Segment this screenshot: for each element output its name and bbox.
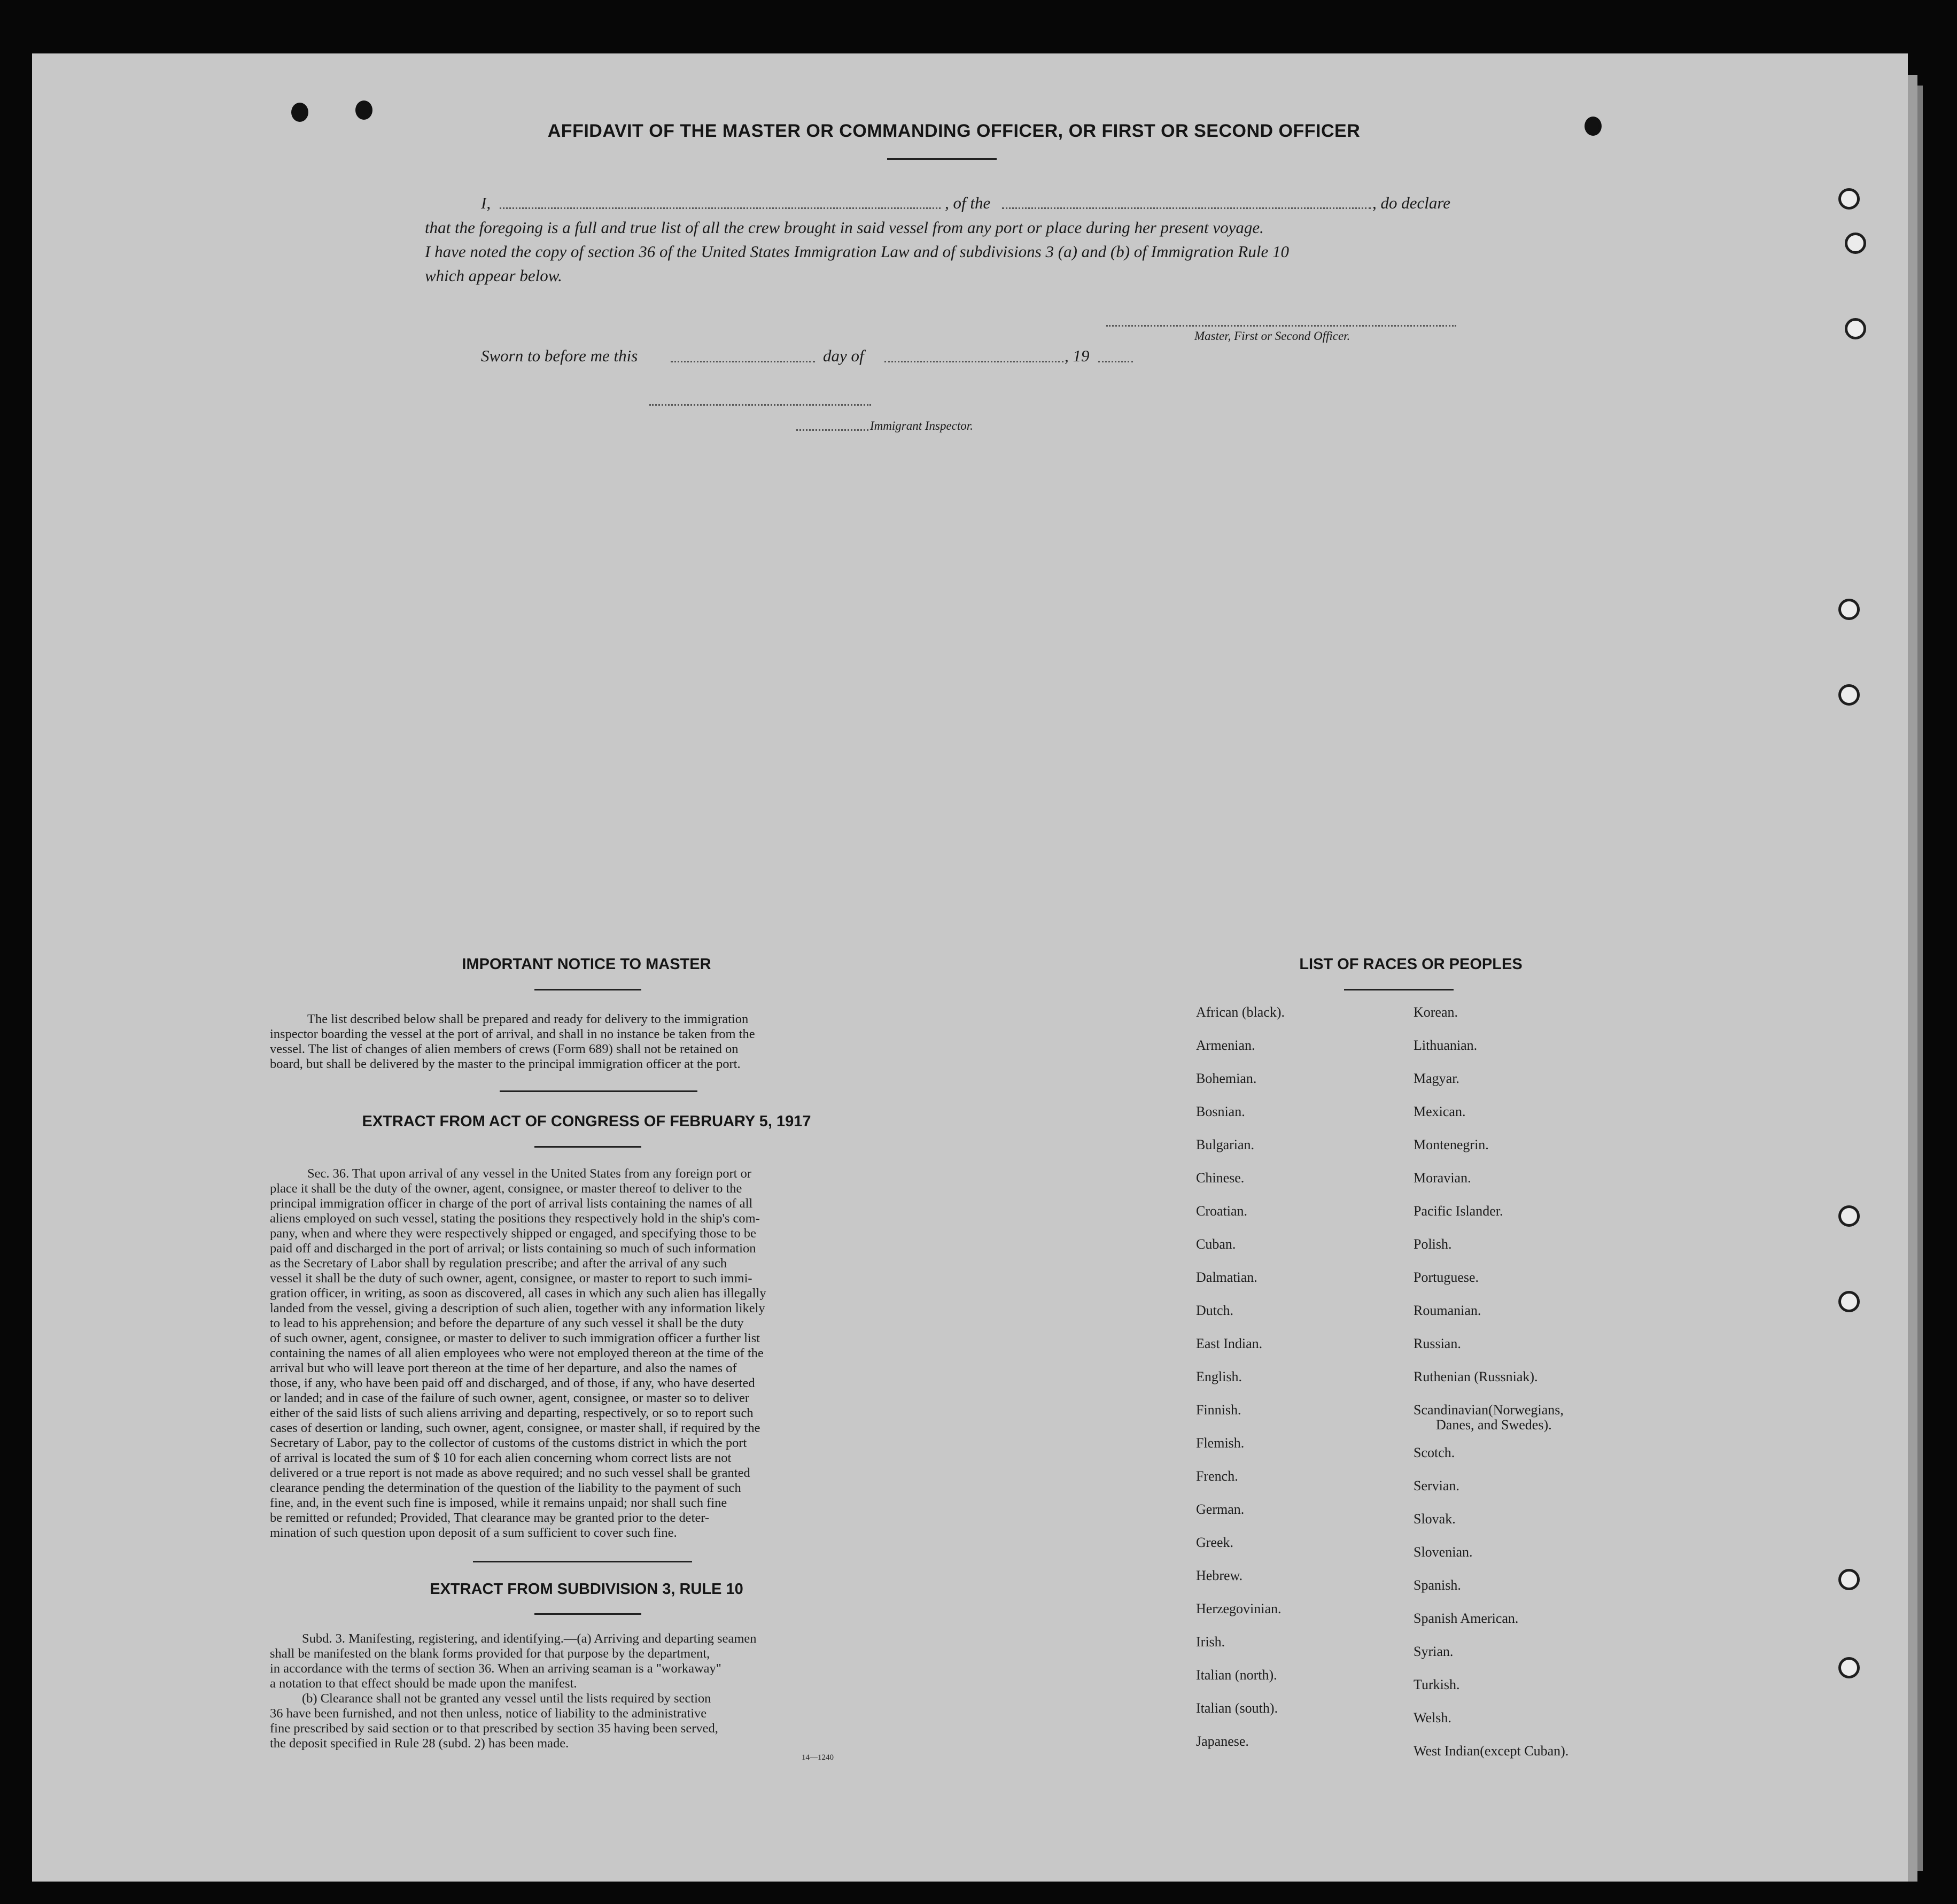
rule-10-text [270,1631,895,1751]
act-line: landed from the vessel, giving a description of such alien, together with any information likely [270,1301,765,1315]
race-item: Hebrew. [1196,1568,1243,1583]
race-item: French. [1196,1468,1238,1484]
act-line: pany, when and where they were respectively shipped or engaged, and specifying those to be [270,1226,757,1241]
inspector-caption: Immigrant Inspector. [870,419,973,432]
page-edge-shadow [1917,86,1923,1871]
notice-text [270,1012,900,1072]
rule-line: fine prescribed by said section or to that prescribed by section 35 having been served, [270,1721,718,1736]
divider [1344,989,1454,990]
punch-mark [355,100,372,120]
sworn-day-blank [671,361,815,362]
affidavit-of-the-label: , of the [945,194,991,212]
affidavit-line-4: which appear below. [425,266,562,285]
sworn-year-blank [1098,361,1133,362]
race-item: Portuguese. [1414,1270,1479,1285]
binding-hole [1838,684,1860,706]
act-line: principal immigration officer in charge of the port of arrival lists containing the names of all [270,1196,753,1211]
act-line: clearance pending the determination of the question of the liability to the payment of such [270,1481,741,1495]
race-item: Flemish. [1196,1435,1245,1451]
race-item: Korean. [1414,1004,1458,1020]
race-item: Slovak. [1414,1511,1456,1527]
divider [500,1090,697,1092]
act-line: of such owner, agent, consignee, or master to deliver to such immigration officer a further list [270,1331,760,1345]
year-label: , 19 [1065,346,1090,365]
act-line: arrival but who will leave port thereon at the time of her departure, and also the names of [270,1361,737,1375]
binding-hole [1838,1569,1860,1590]
race-item: Slovenian. [1414,1544,1473,1560]
rule-line: in accordance with the terms of section 36. When an arriving seaman is a "workaway" [270,1661,721,1676]
sworn-label: Sworn to before me this [481,346,638,365]
binding-hole [1838,599,1860,620]
race-item: Ruthenian (Russniak). [1414,1369,1538,1384]
act-line: containing the names of all alien employees who were not employed thereon at the time of the [270,1346,764,1360]
race-item: Finnish. [1196,1402,1241,1418]
race-item: Russian. [1414,1336,1461,1351]
act-line: vessel it shall be the duty of such owner, agent, consignee, or master to report to such immi- [270,1271,752,1286]
race-item: Chinese. [1196,1170,1245,1186]
race-item: Bosnian. [1196,1104,1245,1119]
race-item: Dalmatian. [1196,1270,1257,1285]
race-item: Bulgarian. [1196,1137,1255,1152]
act-line: cases of desertion or landing, such owner, agent, consignee, or master shall, if required by the [270,1421,760,1435]
act-line: or landed; and in case of the failure of such owner, agent, consignee, or master so to deliver [270,1391,750,1405]
page-edge [1908,75,1917,1882]
rule-line: the deposit specified in Rule 28 (subd. 2) has been made. [270,1736,569,1751]
race-item: Pacific Islander. [1414,1203,1503,1219]
act-line: as the Secretary of Labor shall by regulation prescribe; and after the arrival of any such [270,1256,727,1271]
divider [534,1146,641,1148]
act-line: delivered or a true report is not made as above required; and no such vessel shall be granted [270,1466,750,1480]
notice-title: IMPORTANT NOTICE TO MASTER [462,956,711,973]
act-line: aliens employed on such vessel, stating the positions they respectively hold in the ship's com- [270,1211,760,1226]
notice-line: The list described below shall be prepared and ready for delivery to the immigration [307,1012,749,1026]
act-line: mination of such question upon deposit of a sum sufficient to cover such fine. [270,1526,677,1540]
act-line: either of the said lists of such aliens arriving and departing, respectively, or so to report such [270,1406,754,1420]
binding-hole [1838,188,1860,210]
act-line: Secretary of Labor, pay to the collector of customs of the customs district in which the port [270,1436,747,1450]
act-line: gration officer, in writing, as soon as discovered, all cases in which any such alien has illegally [270,1286,766,1301]
race-item: Irish. [1196,1634,1225,1650]
act-line: place it shall be the duty of the owner, agent, consignee, or master thereof to deliver to the [270,1181,742,1196]
rule-line: (b) Clearance shall not be granted any vessel until the lists required by section [302,1691,711,1706]
rule-line: shall be manifested on the blank forms provided for that purpose by the department, [270,1646,710,1661]
race-item: Lithuanian. [1414,1038,1478,1053]
name-blank [500,207,941,209]
races-column-right [1414,1005,1568,1777]
vessel-blank [1002,207,1371,209]
divider [534,1613,641,1615]
race-item: Greek. [1196,1535,1234,1550]
affidavit-title: AFFIDAVIT OF THE MASTER OR COMMANDING OFFICER, OR FIRST OR SECOND OFFICER [547,121,1361,141]
punch-mark [291,103,308,122]
races-title: LIST OF RACES OR PEOPLES [1299,956,1523,973]
officer-signature-line [1106,325,1456,327]
race-item: Servian. [1414,1478,1459,1493]
race-item: Montenegrin. [1414,1137,1489,1152]
sworn-month-blank [884,361,1063,362]
binding-hole [1838,1205,1860,1227]
race-item: Scotch. [1414,1445,1455,1460]
race-item: Magyar. [1414,1071,1459,1086]
section-36-text [270,1166,900,1541]
notice-line: inspector boarding the vessel at the port of arrival, and shall in no instance be taken from the [270,1027,755,1041]
binding-hole [1838,1291,1860,1312]
form-number: 14—1240 [802,1753,834,1762]
race-item: English. [1196,1369,1242,1384]
act-line: be remitted or refunded; Provided, That clearance may be granted prior to the deter- [270,1511,710,1525]
affidavit-line-2: that the foregoing is a full and true list of all the crew brought in said vessel from any port or place during her present voyage. [425,218,1264,237]
race-item: Dutch. [1196,1303,1234,1318]
binding-hole [1845,318,1866,339]
affidavit-declare-label: , do declare [1372,194,1451,212]
rule-line: 36 have been furnished, and not then unless, notice of liability to the administrative [270,1706,707,1721]
inspector-signature-line [649,404,871,406]
act-line: those, if any, who have been paid off and discharged, and of those, if any, who have deserted [270,1376,755,1390]
rule-line: a notation to that effect should be made upon the manifest. [270,1676,577,1691]
act-extract-title: EXTRACT FROM ACT OF CONGRESS OF FEBRUARY 5, 1917 [362,1113,811,1130]
race-item: Mexican. [1414,1104,1466,1119]
binding-hole [1838,1657,1860,1678]
race-item-continued: Danes, and Swedes). [1436,1417,1552,1433]
race-item: Polish. [1414,1236,1452,1252]
race-item: Herzegovinian. [1196,1601,1282,1616]
rule-extract-title: EXTRACT FROM SUBDIVISION 3, RULE 10 [430,1581,743,1598]
race-item: Cuban. [1196,1236,1236,1252]
notice-line: board, but shall be delivered by the master to the principal immigration officer at the port. [270,1057,741,1071]
act-line: of arrival is located the sum of $ 10 for each alien concerning whom correct lists are not [270,1451,732,1465]
divider [534,989,641,990]
race-item: Roumanian. [1414,1303,1481,1318]
race-item: West Indian(except Cuban). [1414,1743,1569,1759]
race-item: Italian (south). [1196,1700,1278,1716]
race-item: Croatian. [1196,1203,1248,1219]
race-item: German. [1196,1501,1245,1517]
race-item: Spanish American. [1414,1611,1519,1626]
affidavit-line-3: I have noted the copy of section 36 of the United States Immigration Law and of subdivisions 3 (a) and (b) of Immigration Rule 10 [425,242,1289,261]
act-line: to lead to his apprehension; and before the departure of any such vessel it shall be the duty [270,1316,744,1330]
notice-line: vessel. The list of changes of alien members of crews (Form 689) shall not be retained on [270,1042,739,1056]
races-column-left [1196,1005,1285,1767]
race-item: Bohemian. [1196,1071,1257,1086]
rule-line: Subd. 3. Manifesting, registering, and identifying.—(a) Arriving and departing seamen [302,1631,757,1646]
act-line: Sec. 36. That upon arrival of any vessel in the United States from any foreign port or [307,1166,751,1181]
race-item: Italian (north). [1196,1667,1277,1683]
inspector-caption-leader [796,429,868,431]
affidavit-i-label: I, [481,194,491,212]
act-line: paid off and discharged in the port of arrival; or lists containing so much of such information [270,1241,756,1256]
race-item: Welsh. [1414,1710,1451,1725]
officer-caption: Master, First or Second Officer. [1194,329,1350,343]
race-item: Japanese. [1196,1733,1249,1749]
day-of-label: day of [823,346,864,365]
punch-mark [1585,117,1602,136]
race-item: Armenian. [1196,1038,1255,1053]
race-item: Moravian. [1414,1170,1471,1186]
race-item: Spanish. [1414,1577,1461,1593]
divider [473,1561,692,1562]
divider [887,158,997,160]
race-item: African (black). [1196,1004,1285,1020]
race-item: Scandinavian(Norwegians, [1414,1402,1564,1418]
race-item: East Indian. [1196,1336,1263,1351]
binding-hole [1845,233,1866,254]
act-line: fine, and, in the event such fine is imposed, while it remains unpaid; nor shall such fine [270,1496,727,1510]
race-item: Turkish. [1414,1677,1460,1692]
race-item: Syrian. [1414,1644,1454,1659]
